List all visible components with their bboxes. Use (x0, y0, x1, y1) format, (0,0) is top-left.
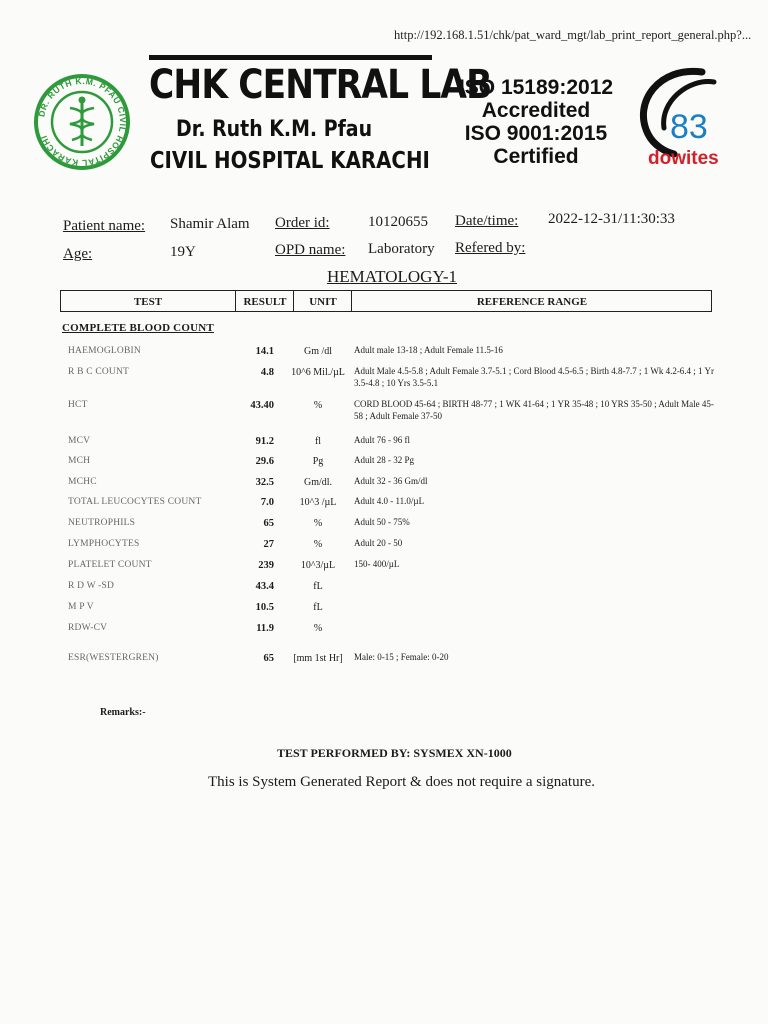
reference-range: Adult Male 4.5-5.8 ; Adult Female 3.7-5.1 ; Cord Blood 4.5-6.5 ; Birth 4.8-7.7 ; 1 Wk 4.2-6.4 ; 1 Yr 3.5-4.8 ; 10 Yrs 3.5-5.1 (354, 366, 714, 388)
hospital-name: CIVIL HOSPITAL KARACHI (150, 148, 430, 174)
reference-range: Adult 50 - 75% (354, 517, 410, 527)
test-name: M P V (68, 602, 94, 612)
hospital-seal-icon (32, 60, 132, 184)
test-unit: Pg (312, 456, 324, 467)
test-name: NEUTROPHILS (68, 518, 136, 528)
test-result: 239 (258, 560, 274, 571)
col-test: TEST (133, 296, 163, 308)
section-title: HEMATOLOGY-1 (327, 267, 458, 286)
test-result: 65 (263, 653, 274, 664)
test-name: MCH (68, 456, 91, 466)
remarks-label: Remarks:- (100, 707, 146, 718)
test-unit: % (313, 623, 323, 634)
reference-range: Adult 32 - 36 Gm/dl (354, 476, 428, 486)
reference-range: Adult 76 - 96 fl (354, 435, 410, 445)
partner-name: dowites (648, 148, 719, 169)
test-result: 4.8 (260, 367, 274, 378)
seal-text: DR. RUTH K.M. PFAU CIVIL HOSPITAL KARACHI (36, 75, 129, 169)
test-result: 65 (263, 518, 274, 529)
test-unit: % (313, 518, 323, 529)
test-result: 14.1 (255, 346, 274, 357)
group-title: COMPLETE BLOOD COUNT (62, 322, 214, 334)
test-result: 29.6 (255, 456, 274, 467)
reference-range: 150- 400/µL (354, 559, 400, 569)
test-unit: 10^3 /µL (299, 497, 337, 508)
opd-name-label: OPD name: (275, 242, 346, 258)
test-unit: Gm/dl. (303, 477, 333, 488)
test-name: TOTAL LEUCOCYTES COUNT (68, 497, 202, 507)
test-result: 32.5 (255, 477, 274, 488)
test-unit: % (313, 539, 323, 550)
test-unit: 10^3/µL (300, 560, 336, 571)
test-name: HCT (68, 400, 88, 410)
test-name: PLATELET COUNT (68, 560, 152, 570)
test-result: 43.4 (255, 581, 274, 592)
print-url: http://192.168.1.51/chk/pat_ward_mgt/lab_print_report_general.php?... (394, 28, 752, 42)
reference-range: Male: 0-15 ; Female: 0-20 (354, 652, 449, 662)
reference-range: CORD BLOOD 45-64 ; BIRTH 48-77 ; 1 WK 41-64 ; 1 YR 35-48 ; 10 YRS 35-50 ; Adult Male 45-58 ; Adult Female 37-50 (354, 399, 714, 421)
test-name: R B C COUNT (68, 367, 130, 377)
test-name: LYMPHOCYTES (68, 539, 140, 549)
date-time-label: Date/time: (455, 213, 519, 229)
referred-by-label: Refered by: (455, 240, 526, 256)
patient-name: Shamir Alam (170, 216, 250, 232)
iso-line-1: ISO 15189:2012 (458, 76, 614, 99)
test-unit: [mm 1st Hr] (293, 653, 343, 664)
col-result: RESULT (235, 291, 294, 311)
test-unit: fL (313, 581, 323, 592)
lab-subtitle: Dr. Ruth K.M. Pfau (176, 117, 373, 142)
test-result: 11.9 (256, 623, 274, 634)
test-result: 7.0 (260, 497, 274, 508)
lab-title: CHK CENTRAL LAB (149, 62, 492, 108)
iso-line-2: Accredited (481, 99, 591, 122)
reference-range: Adult male 13-18 ; Adult Female 11.5-16 (354, 345, 503, 355)
test-result: 27 (263, 539, 274, 550)
system-generated-note: This is System Generated Report & does not require a signature. (208, 774, 595, 790)
reference-range: Adult 28 - 32 Pg (354, 455, 415, 465)
header-rule (149, 55, 432, 60)
reference-range: Adult 4.0 - 11.0/µL (354, 496, 425, 506)
date-time: 2022-12-31/11:30:33 (548, 211, 675, 227)
test-result: 91.2 (255, 436, 274, 447)
test-unit: fl (314, 436, 322, 447)
test-unit: Gm /dl (303, 346, 333, 357)
test-name: MCHC (68, 477, 97, 487)
order-id-label: Order id: (275, 215, 330, 231)
results-table-header (60, 290, 712, 312)
test-name: RDW-CV (68, 623, 108, 633)
test-unit: 10^6 Mil./µL (291, 367, 345, 378)
iso-line-4: Certified (493, 145, 579, 168)
performed-by: TEST PERFORMED BY: SYSMEX XN-1000 (277, 746, 512, 760)
test-result: 10.5 (255, 602, 274, 613)
test-unit: % (313, 400, 323, 411)
test-name: ESR(WESTERGREN) (68, 653, 159, 663)
age-label: Age: (63, 246, 93, 262)
iso-line-3: ISO 9001:2015 (464, 122, 608, 145)
order-id: 10120655 (368, 214, 428, 230)
col-unit: UNIT (293, 291, 352, 311)
test-name: R D W -SD (68, 581, 115, 591)
opd-name: Laboratory (368, 241, 435, 257)
reference-range: Adult 20 - 50 (354, 538, 403, 548)
test-result: 43.40 (250, 400, 274, 411)
partner-number: 83 (670, 108, 708, 146)
test-name: MCV (68, 436, 91, 446)
dowites-logo-icon (630, 62, 740, 172)
col-range: REFERENCE RANGE (351, 291, 712, 311)
patient-name-label: Patient name: (63, 218, 146, 234)
patient-age: 19Y (170, 244, 196, 260)
test-name: HAEMOGLOBIN (68, 346, 141, 356)
test-unit: fL (313, 602, 323, 613)
